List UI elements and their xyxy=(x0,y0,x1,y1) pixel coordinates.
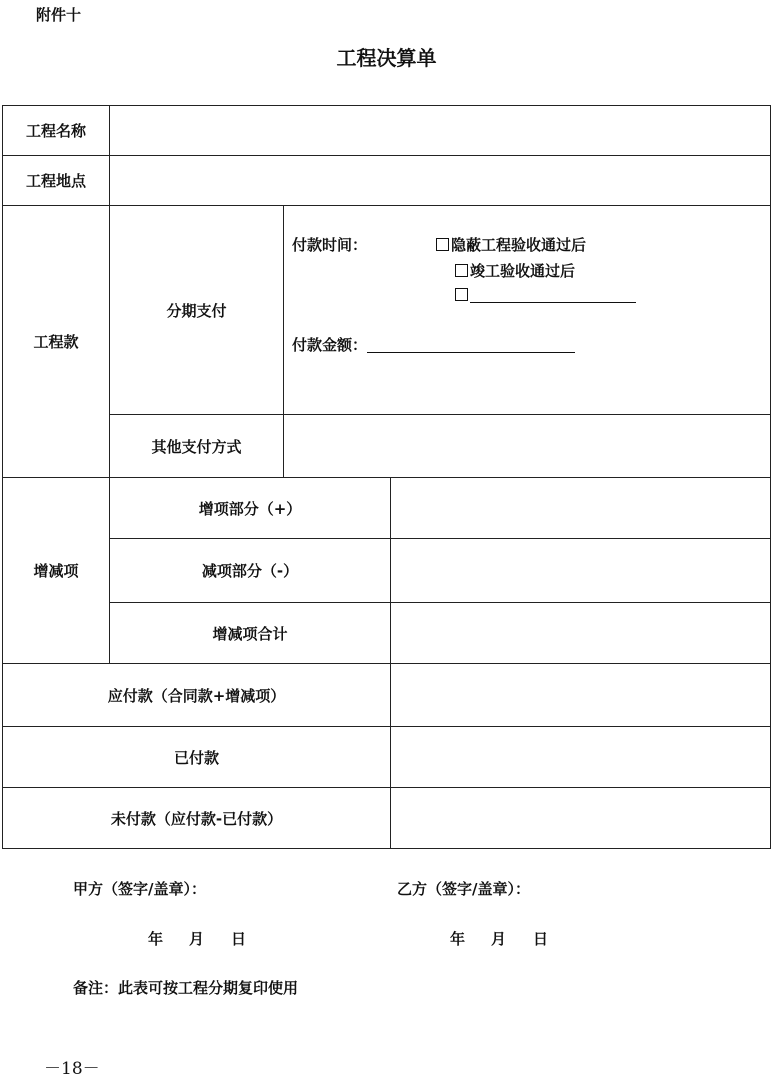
row-project-name xyxy=(3,106,771,156)
row-payable xyxy=(3,664,771,727)
party-b-date xyxy=(450,928,548,949)
option-completion-label: 竣工验收通过后 xyxy=(470,262,576,280)
party-a-signature-label: 甲方（签字/盖章）： xyxy=(73,880,206,898)
deductions-label: 减项部分（-） xyxy=(110,539,391,603)
project-location-label: 工程地点 xyxy=(3,156,110,206)
remark-note: 备注：此表可按工程分期复印使用 xyxy=(73,979,299,997)
payment-amount-label: 付款金额： xyxy=(292,336,368,354)
paid-label: 已付款 xyxy=(3,727,391,788)
installment-detail xyxy=(284,206,770,414)
document-title: 工程决算单 xyxy=(336,46,437,70)
installment-label: 分期支付 xyxy=(110,206,284,415)
checkbox-icon[interactable] xyxy=(436,238,449,251)
payable-label: 应付款（合同款+增减项） xyxy=(3,664,391,727)
payment-time-label: 付款时间： xyxy=(292,236,368,254)
row-additions xyxy=(3,478,771,539)
payment-amount-row xyxy=(292,334,575,355)
project-location-field[interactable] xyxy=(110,156,771,206)
row-installment xyxy=(3,206,771,415)
unpaid-field[interactable] xyxy=(391,788,771,849)
settlement-table xyxy=(2,105,771,849)
row-adjustments-total xyxy=(3,603,771,664)
unpaid-label: 未付款（应付款-已付款） xyxy=(3,788,391,849)
additions-field[interactable] xyxy=(391,478,771,539)
paid-field[interactable] xyxy=(391,727,771,788)
payable-field[interactable] xyxy=(391,664,771,727)
option-concealed-work[interactable] xyxy=(436,234,586,255)
option-other-blank[interactable] xyxy=(470,302,636,303)
party-b-signature-label: 乙方（签字/盖章）： xyxy=(397,880,530,898)
project-name-field[interactable] xyxy=(110,106,771,156)
party-b-year: 年 xyxy=(450,930,466,948)
deductions-field[interactable] xyxy=(391,539,771,603)
additions-label: 增项部分（+） xyxy=(110,478,391,539)
party-b-month: 月 xyxy=(491,930,507,948)
row-project-location xyxy=(3,156,771,206)
adjustments-label: 增减项 xyxy=(3,478,110,664)
payment-label: 工程款 xyxy=(3,206,110,478)
party-a-day: 日 xyxy=(231,930,247,948)
row-other-payment xyxy=(3,415,771,478)
attachment-label: 附件十 xyxy=(36,6,82,24)
installment-detail-cell xyxy=(284,206,771,415)
option-completion[interactable] xyxy=(455,260,575,281)
payment-amount-field[interactable] xyxy=(367,352,575,353)
checkbox-icon[interactable] xyxy=(455,288,468,301)
page-number: －18－ xyxy=(44,1059,100,1079)
adjustments-total-field[interactable] xyxy=(391,603,771,664)
row-unpaid xyxy=(3,788,771,849)
other-payment-field[interactable] xyxy=(284,415,771,478)
other-payment-label: 其他支付方式 xyxy=(110,415,284,478)
party-a-date xyxy=(148,928,246,949)
option-concealed-work-label: 隐蔽工程验收通过后 xyxy=(451,236,587,254)
party-a-year: 年 xyxy=(148,930,164,948)
party-b-day: 日 xyxy=(533,930,549,948)
adjustments-total-label: 增减项合计 xyxy=(110,603,391,664)
row-paid xyxy=(3,727,771,788)
row-deductions xyxy=(3,539,771,603)
project-name-label: 工程名称 xyxy=(3,106,110,156)
checkbox-icon[interactable] xyxy=(455,264,468,277)
option-other[interactable] xyxy=(455,286,636,304)
party-a-month: 月 xyxy=(189,930,205,948)
